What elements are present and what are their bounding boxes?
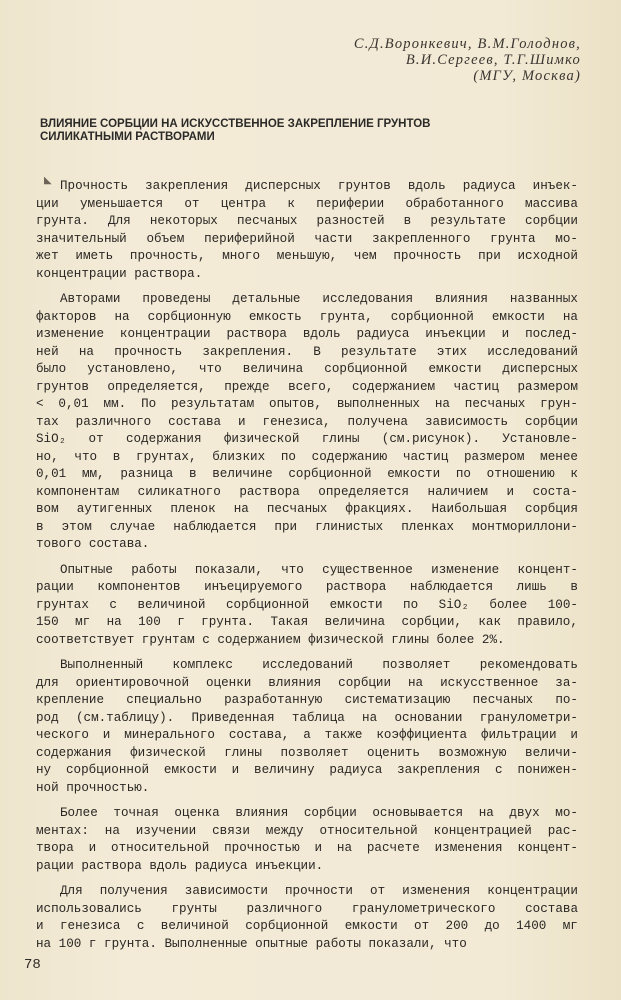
text-line: ции уменьшается от центра к периферии обработанного массива — [36, 196, 578, 211]
authors-block — [241, 36, 581, 84]
article-body — [36, 178, 578, 953]
page-number: 78 — [24, 957, 41, 973]
text-line: использовались грунты различного гранулометрического состава — [36, 901, 578, 916]
text-line: грунтов определяется, прежде всего, содержанием частиц размером — [36, 379, 578, 394]
paragraph — [36, 562, 578, 650]
text-line: вом аутигенных пленок на песчаных фракциях. Наибольшая сорбция — [36, 502, 578, 516]
paragraph — [36, 805, 578, 875]
text-line: < 0,01 мм. По результатам опытов, выполненных на песчаных грун- — [36, 397, 578, 411]
text-line: было установлено, что величина сорбционной емкости дисперсных — [36, 362, 578, 376]
text-line: ней на прочность закрепления. В результате этих исследований — [36, 344, 578, 359]
text-line: SiO₂ от содержания физической глины (см.рисунок). Установле- — [36, 432, 578, 446]
text-line: тового состава. — [36, 537, 150, 551]
text-line: в этом случае наблюдается при глинистых пленках монтмориллони- — [36, 519, 578, 534]
text-line: тах различного состава и генезиса, получена зависимость сорбции — [36, 414, 578, 429]
text-line: Авторами проведены детальные исследования влияния названных — [60, 292, 578, 306]
text-line: крепление специально разработанную систематизацию песчаных по- — [36, 693, 578, 707]
text-line: Более точная оценка влияния сорбции основывается на двух мо- — [60, 806, 578, 820]
text-line: факторов на сорбционную емкость грунта, сорбционной емкости на — [36, 309, 578, 324]
text-line: соответствует грунтам с содержанием физической глины более 2%. — [36, 632, 505, 647]
text-line: ментах: на изучении связи между относительной концентрацией рас- — [36, 823, 578, 838]
text-line: ной прочностью. — [36, 780, 150, 795]
text-line: концентрации раствора. — [36, 266, 203, 281]
margin-mark: ◣ — [44, 175, 52, 186]
text-line: для ориентировочной оценки влияния сорбции на искусственное за- — [36, 675, 578, 690]
text-line: содержания физической глины позволяет оценить возможную величи- — [36, 745, 578, 760]
paragraph — [36, 657, 578, 797]
text-line: рации компонентов инъецируемого раствора наблюдается лишь в — [36, 580, 578, 594]
text-line: Для получения зависимости прочности от изменения концентрации — [60, 884, 578, 898]
text-line: твора и относительной прочностью и на расчете изменения концент- — [36, 841, 578, 855]
authors-line-2: В.И.Сергеев, Т.Г.Шимко — [405, 52, 581, 68]
authors-line-1: С.Д.Воронкевич, В.М.Голоднов, — [353, 36, 581, 52]
text-line: Опытные работы показали, что существенное изменение концент- — [60, 562, 578, 577]
text-line: значительный объем периферийной части закрепленного грунта мо- — [36, 231, 578, 246]
text-line: но, что в грунтах, близких по содержанию частиц размером менее — [36, 449, 578, 464]
text-line: жет иметь прочность, много меньшую, чем прочность при исходной — [36, 249, 578, 263]
article-title — [40, 118, 540, 144]
text-line: грунта. Для некоторых песчаных разностей в результате сорбции — [36, 214, 578, 228]
title-line-2: СИЛИКАТНЫМИ РАСТВОРАМИ — [40, 131, 215, 143]
text-line: грунтах с величиной сорбционной емкости по SiO₂ более 100- — [36, 597, 578, 612]
text-line: и генезиса с величиной сорбционной емкости от 200 до 1400 мг — [36, 919, 578, 933]
text-line: ческого и минерального состава, а также коэффициента фильтрации и — [36, 728, 578, 742]
title-line-1: ВЛИЯНИЕ СОРБЦИИ НА ИСКУССТВЕННОЕ ЗАКРЕПЛЕНИЕ ГРУНТОВ — [40, 118, 431, 130]
text-line: 0,01 мм, разница в величине сорбционной емкости по отношению к — [36, 467, 578, 481]
paragraph — [36, 291, 578, 554]
text-line: Выполненный комплекс исследований позволяет рекомендовать — [60, 658, 578, 672]
text-line: на 100 г грунта. Выполненные опытные работы показали, что — [36, 936, 467, 951]
text-line: изменение концентрации раствора вдоль радиуса инъекции и послед- — [36, 327, 578, 341]
text-line: 150 мг на 100 г грунта. Такая величина сорбции, как правило, — [36, 615, 578, 629]
text-line: рации раствора вдоль радиуса инъекции. — [36, 858, 324, 873]
paragraph — [36, 178, 578, 283]
text-line: компонентам силикатного раствора определяется наличием и соста- — [36, 484, 578, 499]
text-line: род (см.таблицу). Приведенная таблица на основании гранулометри- — [36, 710, 578, 725]
paragraph — [36, 883, 578, 953]
text-line: Прочность закрепления дисперсных грунтов вдоль радиуса инъек- — [60, 179, 578, 193]
text-line: ну сорбционной емкости и величину радиуса закрепления с понижен- — [36, 763, 578, 777]
affiliation: (МГУ, Москва) — [473, 68, 581, 84]
